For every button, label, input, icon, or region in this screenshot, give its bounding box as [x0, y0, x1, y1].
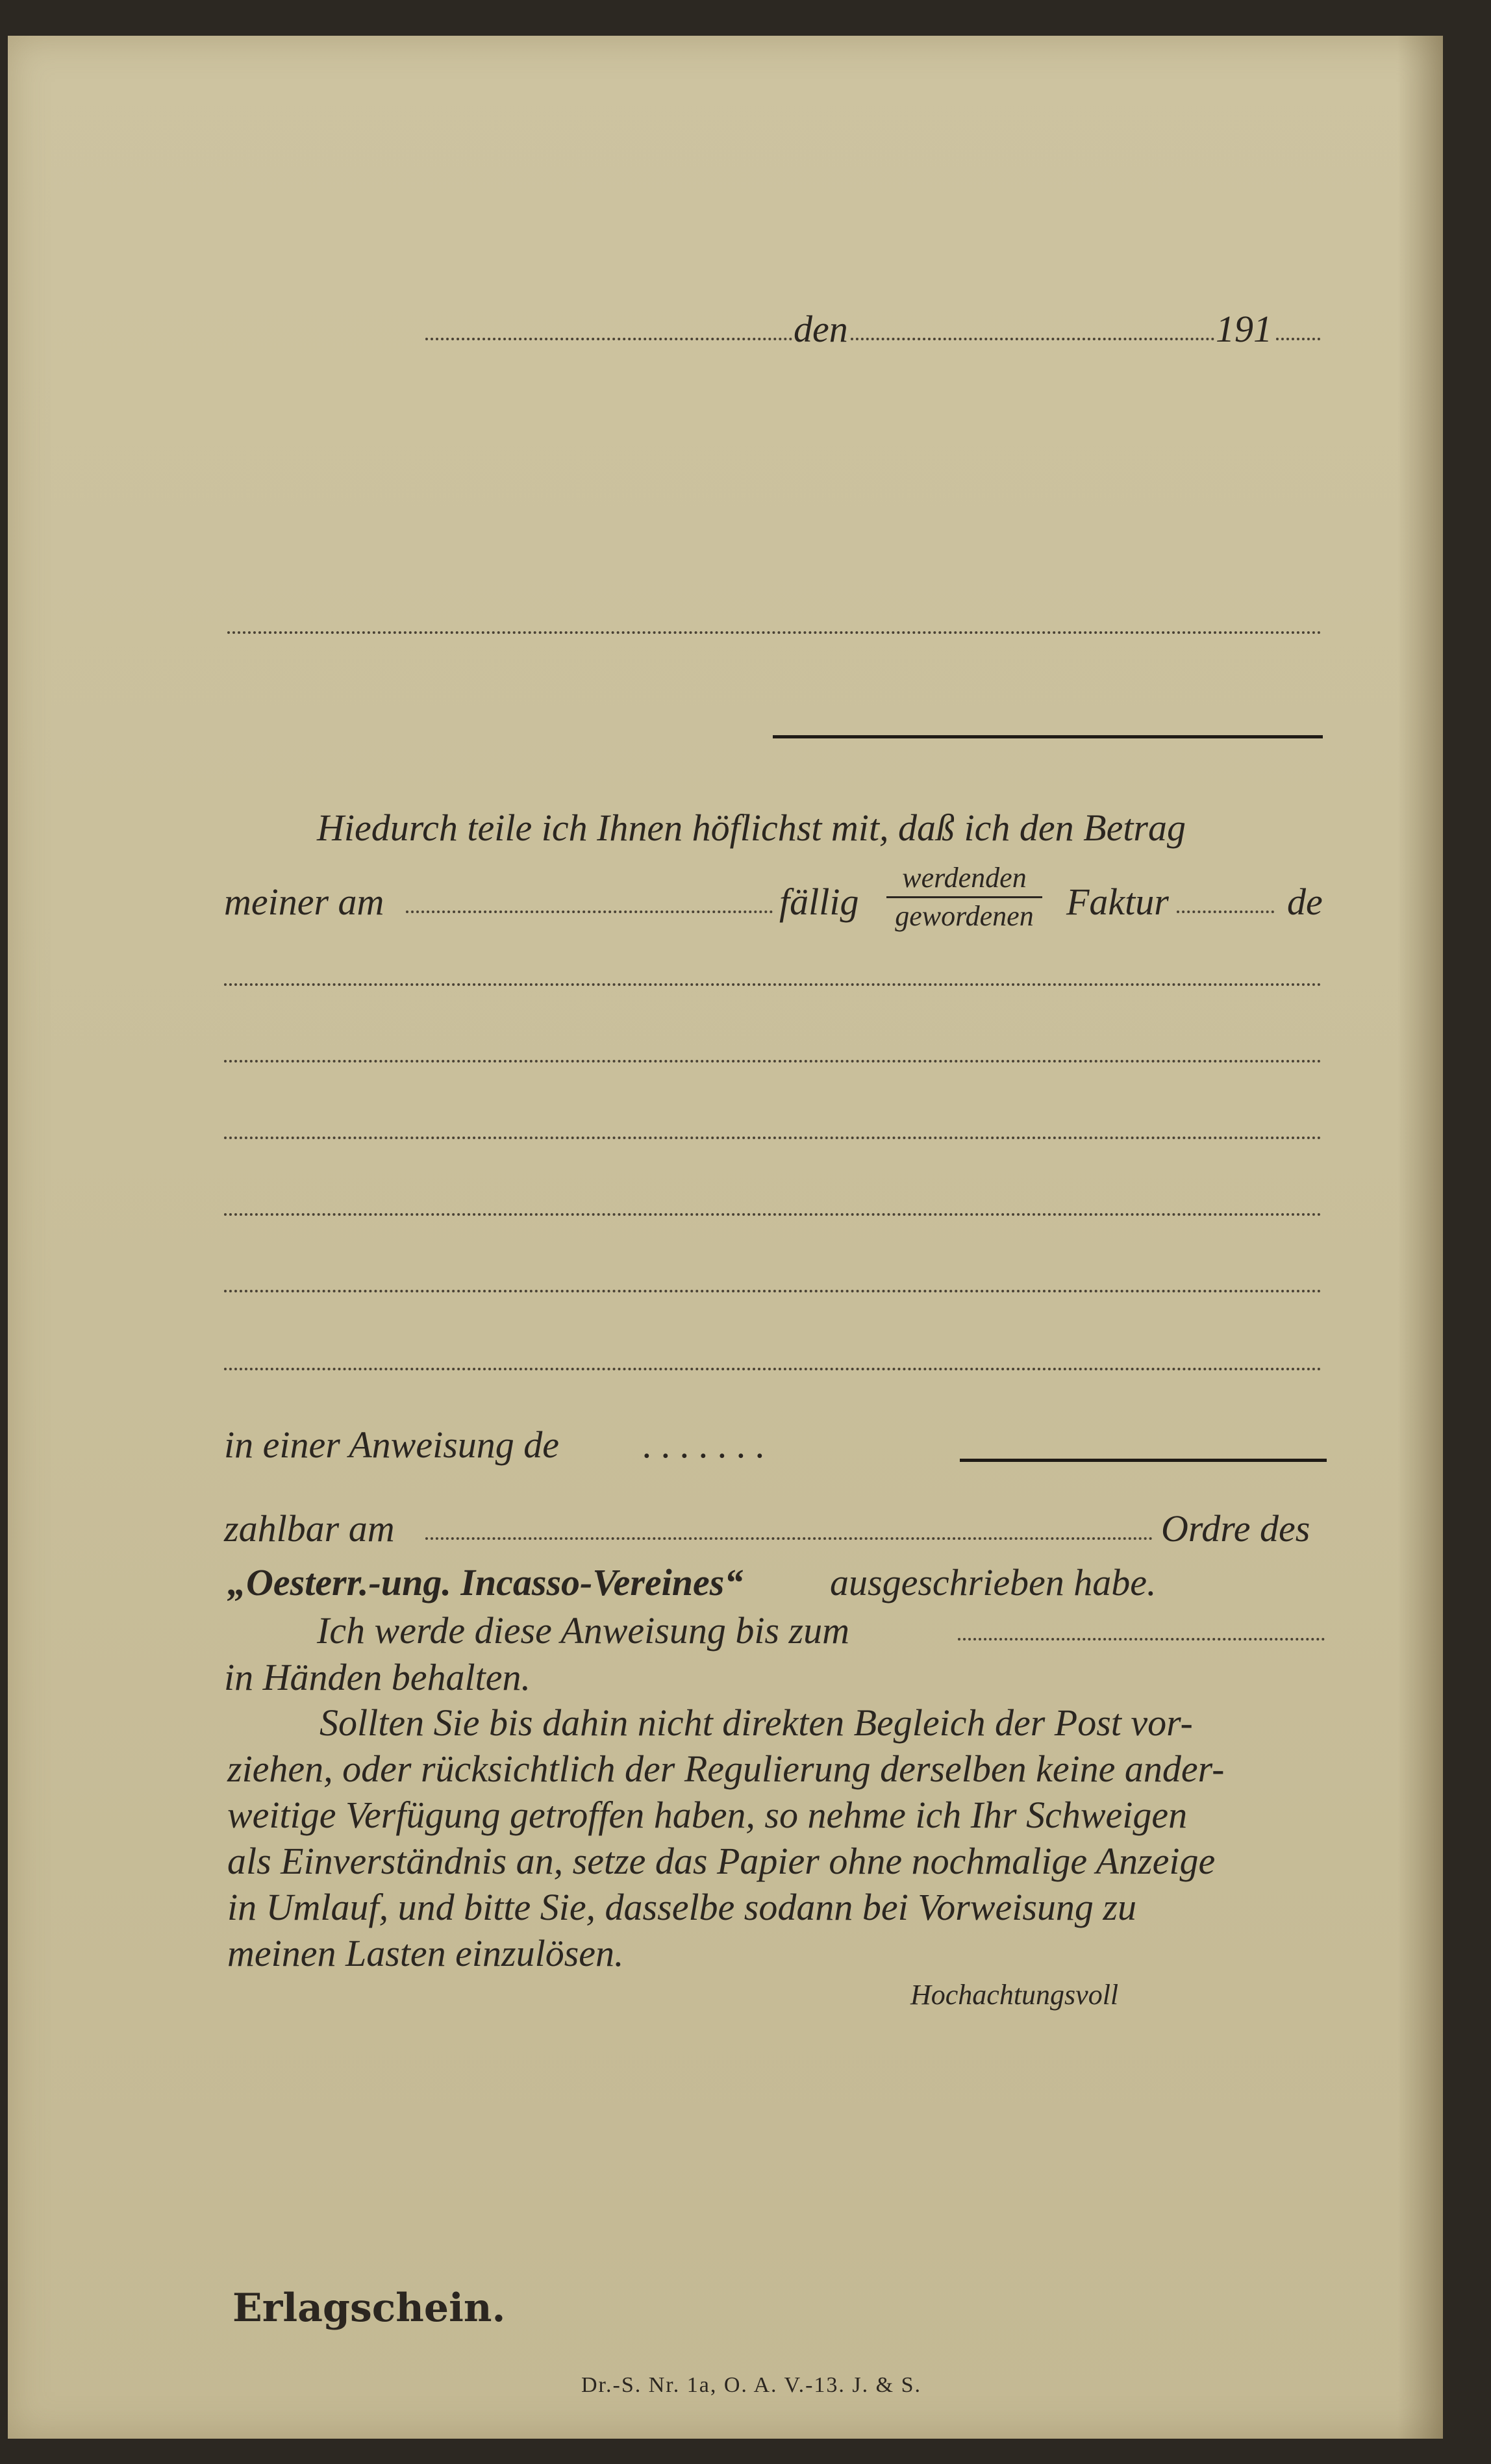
- para-line-2: ziehen, oder rücksichtlich der Regulierung derselben keine ander-: [227, 1748, 1225, 1790]
- date-field-line: [851, 338, 1214, 340]
- haenden-label: in Händen behalten.: [224, 1656, 531, 1698]
- anweisung-label: in einer Anweisung de: [224, 1424, 560, 1466]
- zahlbar-am-label: zahlbar am: [224, 1507, 395, 1550]
- letter-line-1: Hiedurch teile ich Ihnen höflichst mit, daß ich den Betrag: [317, 807, 1186, 849]
- para-line-4: als Einverständnis an, setze das Papier ohne nochmalige Anzeige: [227, 1840, 1216, 1882]
- anweisung-rule: [960, 1459, 1327, 1462]
- document-page: [8, 36, 1443, 2439]
- closing: Hochachtungsvoll: [910, 1979, 1119, 2011]
- year-field-line: [1276, 338, 1320, 340]
- erlagschein-title: Erlagschein.: [232, 2285, 506, 2331]
- printer-imprint: Dr.-S. Nr. 1a, O. A. V.-13. J. & S.: [581, 2373, 922, 2397]
- ausgeschrieben-label: ausgeschrieben habe.: [830, 1561, 1157, 1603]
- amount-line-3: [224, 1137, 1322, 1139]
- amount-line-5: [224, 1290, 1322, 1292]
- para-line-1: Sollten Sie bis dahin nicht direkten Begleich der Post vor-: [320, 1702, 1193, 1744]
- ich-werde-label: Ich werde diese Anweisung bis zum: [317, 1609, 849, 1652]
- de-label-1: de: [1287, 881, 1323, 923]
- para-line-3: weitige Verfügung getroffen haben, so nehme ich Ihr Schweigen: [227, 1794, 1188, 1836]
- werdenden-gewordenen-fraction: [886, 864, 1042, 931]
- verein-name: „Oesterr.-ung. Incasso-Vereines“: [227, 1561, 744, 1603]
- page-edge-shadow: [1397, 36, 1443, 2439]
- address-rule: [773, 735, 1323, 738]
- fraction-top: werdenden: [886, 864, 1042, 898]
- bis-zum-field-line: [958, 1638, 1325, 1641]
- meiner-am-label: meiner am: [224, 881, 384, 923]
- para-line-5: in Umlauf, und bitte Sie, dasselbe sodann bei Vorweisung zu: [227, 1886, 1136, 1928]
- faktur-field-line: [1177, 911, 1274, 913]
- amount-line-6: [224, 1368, 1322, 1370]
- faktur-label: Faktur: [1066, 881, 1169, 923]
- amount-line-1: [224, 983, 1322, 986]
- amount-line-2: [224, 1060, 1322, 1062]
- ordre-des-label: Ordre des: [1161, 1507, 1310, 1550]
- address-field-line: [227, 631, 1322, 634]
- den-label: den: [794, 308, 848, 350]
- amount-line-4: [224, 1213, 1322, 1216]
- faellig-label: fällig: [779, 881, 859, 923]
- anweisung-dots: . . . . . . .: [643, 1424, 766, 1466]
- para-line-6: meinen Lasten einzulösen.: [227, 1932, 624, 1974]
- invoice-date-field-line: [406, 911, 773, 913]
- year-label: 191: [1216, 308, 1272, 350]
- place-field-line: [425, 338, 792, 340]
- fraction-bottom: gewordenen: [895, 900, 1034, 932]
- zahlbar-field-line: [425, 1537, 1153, 1540]
